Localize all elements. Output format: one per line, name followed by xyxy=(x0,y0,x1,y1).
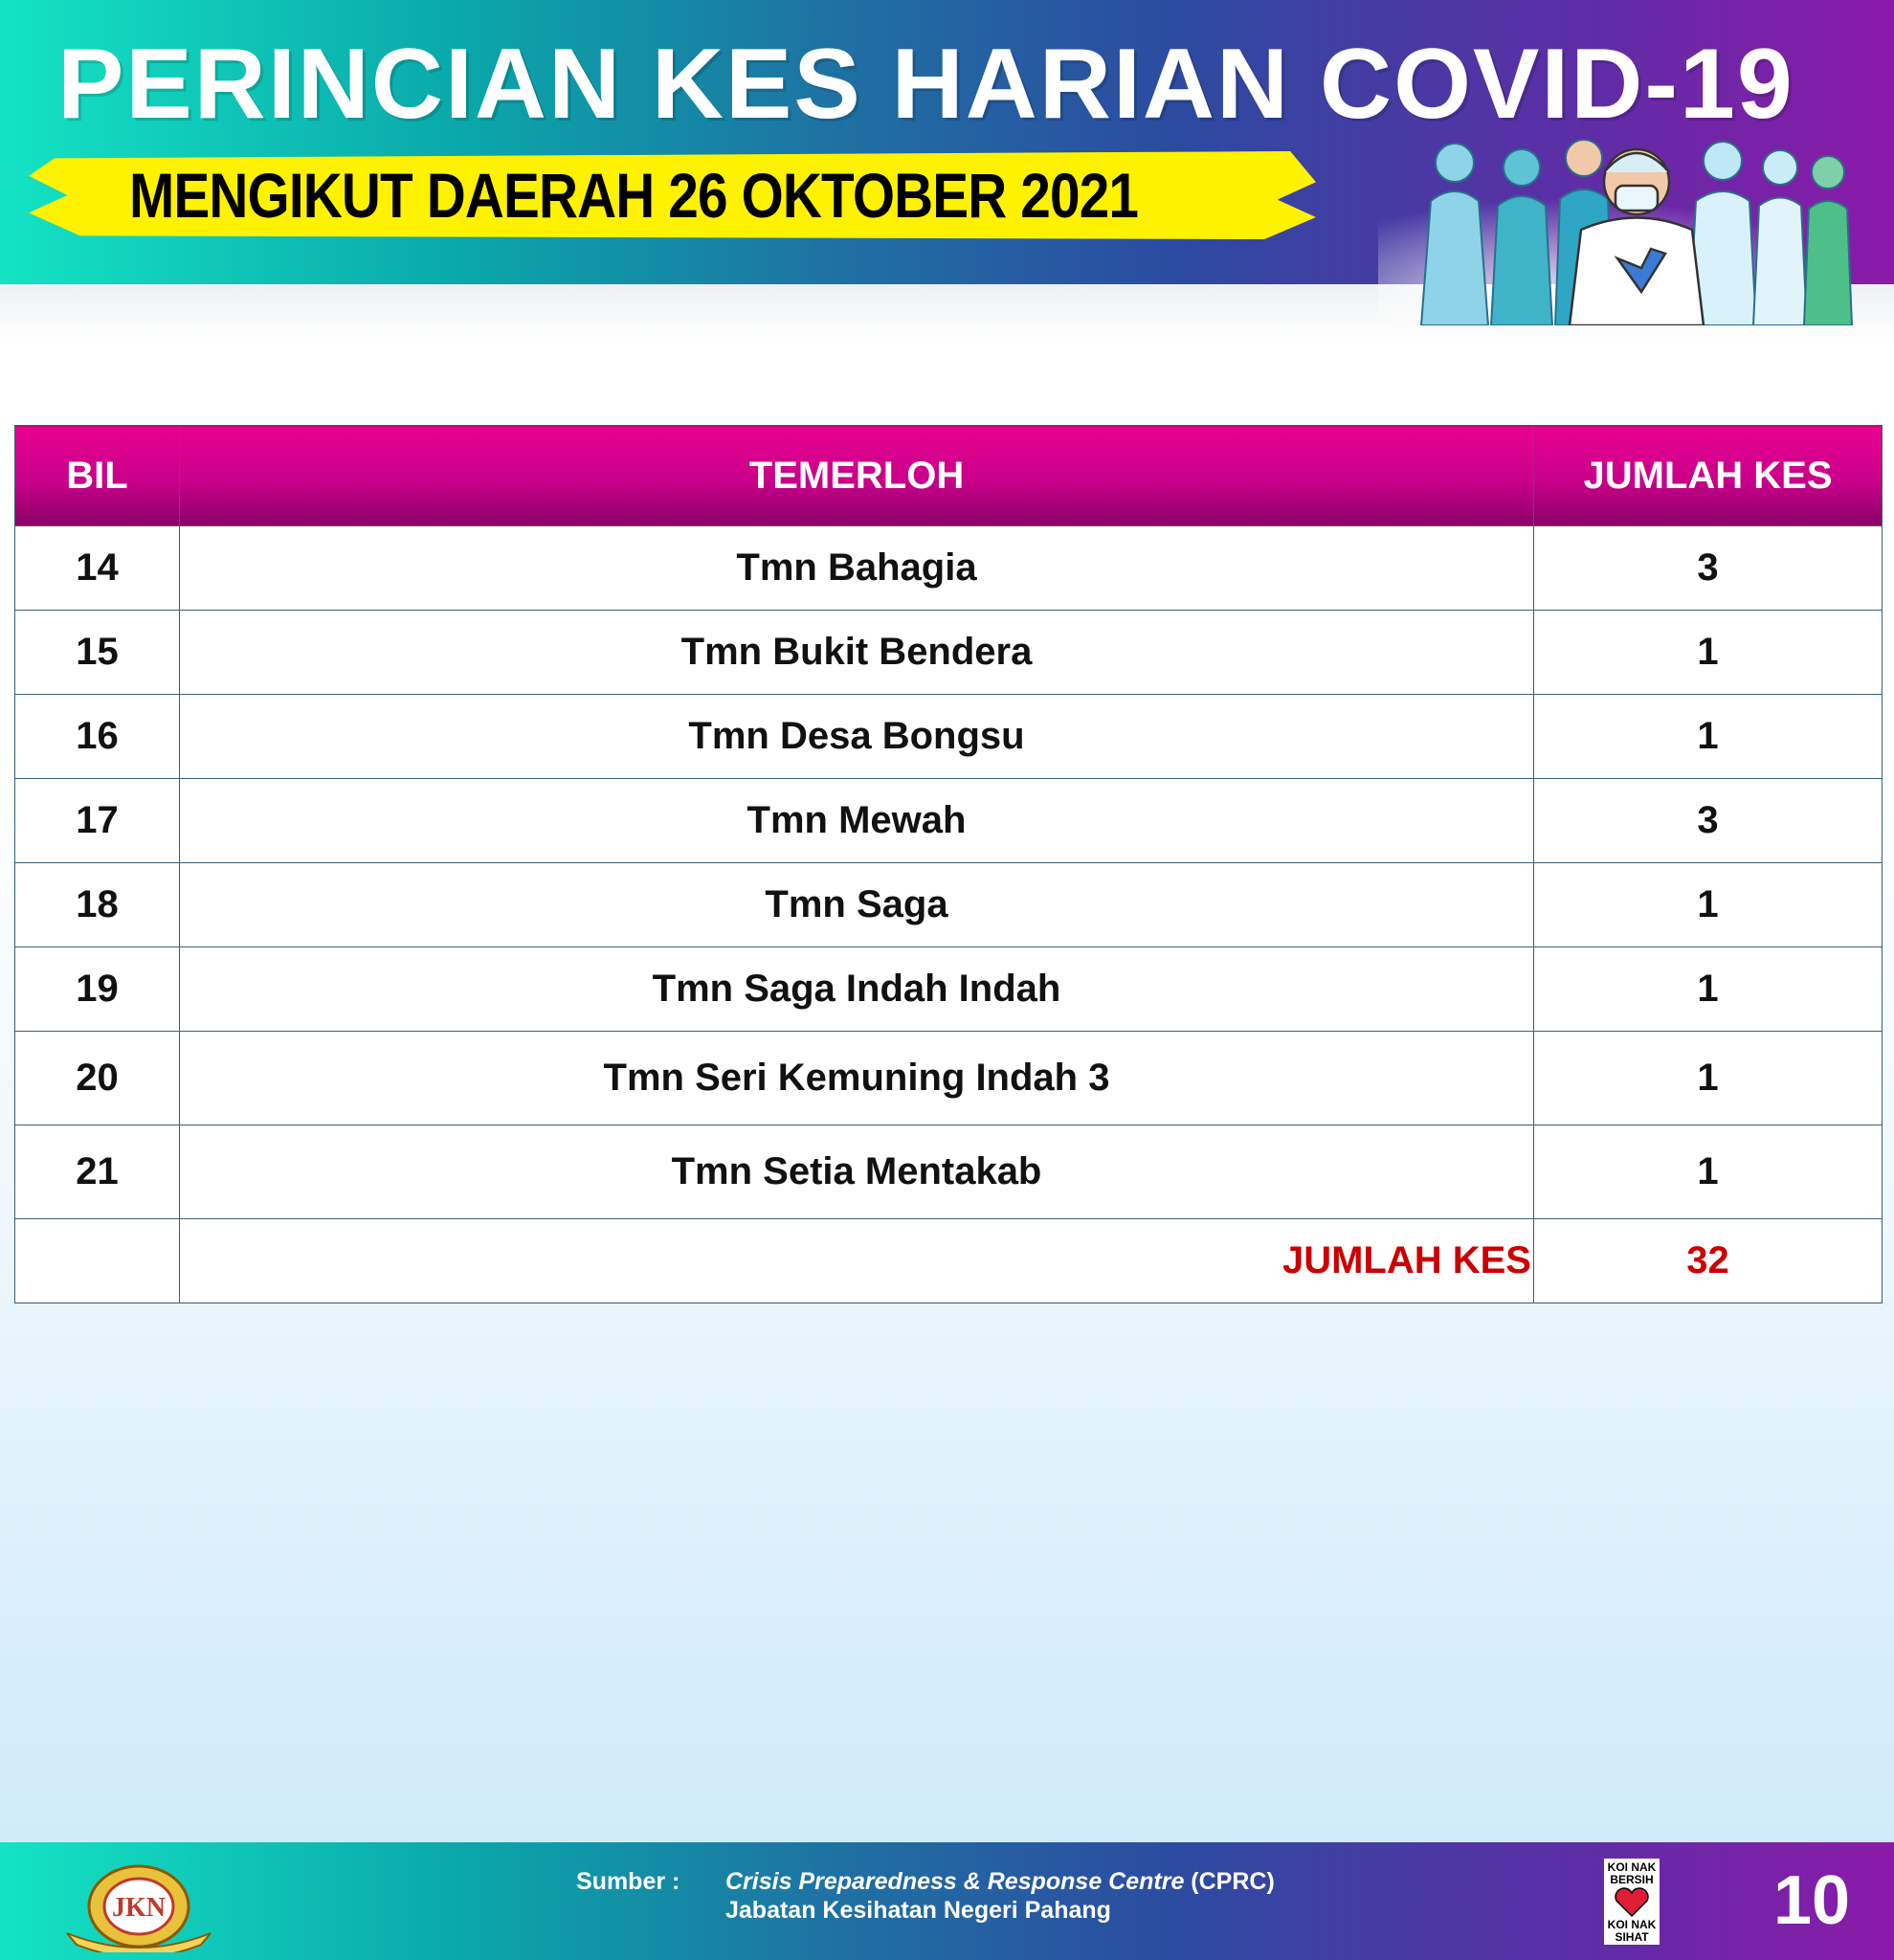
koi-logo-top-text: KOI NAK BERSIH xyxy=(1607,1860,1657,1886)
row-count: 3 xyxy=(1534,526,1883,611)
koi-logo-bottom-text: KOI NAK SIHAT xyxy=(1607,1918,1657,1944)
row-bil: 14 xyxy=(15,526,180,611)
header-count: JUMLAH KES xyxy=(1534,426,1883,526)
table-total-row xyxy=(15,1219,1883,1303)
table-row xyxy=(15,1032,1883,1125)
table-row xyxy=(15,611,1883,695)
table-header-row xyxy=(15,426,1883,526)
row-area: Tmn Setia Mentakab xyxy=(180,1125,1534,1219)
total-value: 32 xyxy=(1534,1219,1883,1303)
row-count: 1 xyxy=(1534,947,1883,1032)
table-row xyxy=(15,695,1883,779)
row-bil: 16 xyxy=(15,695,180,779)
table-row xyxy=(15,779,1883,863)
row-count: 3 xyxy=(1534,779,1883,863)
row-bil: 20 xyxy=(15,1032,180,1125)
row-bil: 17 xyxy=(15,779,180,863)
row-bil: 15 xyxy=(15,611,180,695)
case-table xyxy=(14,425,1883,1303)
table-row xyxy=(15,526,1883,611)
row-area: Tmn Saga Indah Indah xyxy=(180,947,1534,1032)
page-number: 10 xyxy=(1772,1862,1851,1939)
row-bil: 19 xyxy=(15,947,180,1032)
source-organization xyxy=(725,1868,1275,1896)
healthcare-workers-illustration xyxy=(1378,124,1857,325)
row-count: 1 xyxy=(1534,863,1883,947)
page-subtitle: MENGIKUT DAERAH 26 OKTOBER 2021 xyxy=(129,160,1139,231)
row-area: Tmn Seri Kemuning Indah 3 xyxy=(180,1032,1534,1125)
jkn-emblem xyxy=(57,1857,220,1952)
row-area: Tmn Desa Bongsu xyxy=(180,695,1534,779)
source-org-name: Crisis Preparedness & Response Centre xyxy=(725,1868,1185,1895)
total-label: JUMLAH KES xyxy=(180,1219,1534,1303)
row-count: 1 xyxy=(1534,1032,1883,1125)
row-bil: 21 xyxy=(15,1125,180,1219)
source-label: Sumber : xyxy=(576,1868,680,1895)
row-area: Tmn Bukit Bendera xyxy=(180,611,1534,695)
row-count: 1 xyxy=(1534,611,1883,695)
header-area: TEMERLOH xyxy=(180,426,1534,526)
row-area: Tmn Saga xyxy=(180,863,1534,947)
koi-nak-bersih-logo xyxy=(1604,1859,1660,1945)
table-row xyxy=(15,947,1883,1032)
heart-icon xyxy=(1613,1887,1651,1918)
page-title: PERINCIAN KES HARIAN COVID-19 xyxy=(57,29,1794,140)
source-org-abbrev: (CPRC) xyxy=(1184,1868,1275,1895)
row-area: Tmn Bahagia xyxy=(180,526,1534,611)
table-row xyxy=(15,863,1883,947)
table-row xyxy=(15,1125,1883,1219)
row-bil: 18 xyxy=(15,863,180,947)
row-count: 1 xyxy=(1534,1125,1883,1219)
row-count: 1 xyxy=(1534,695,1883,779)
source-department: Jabatan Kesihatan Negeri Pahang xyxy=(725,1897,1111,1924)
row-area: Tmn Mewah xyxy=(180,779,1534,863)
total-blank-cell xyxy=(15,1219,180,1303)
jkn-emblem-text: JKN xyxy=(112,1893,166,1923)
header-bil: BIL xyxy=(15,426,180,526)
